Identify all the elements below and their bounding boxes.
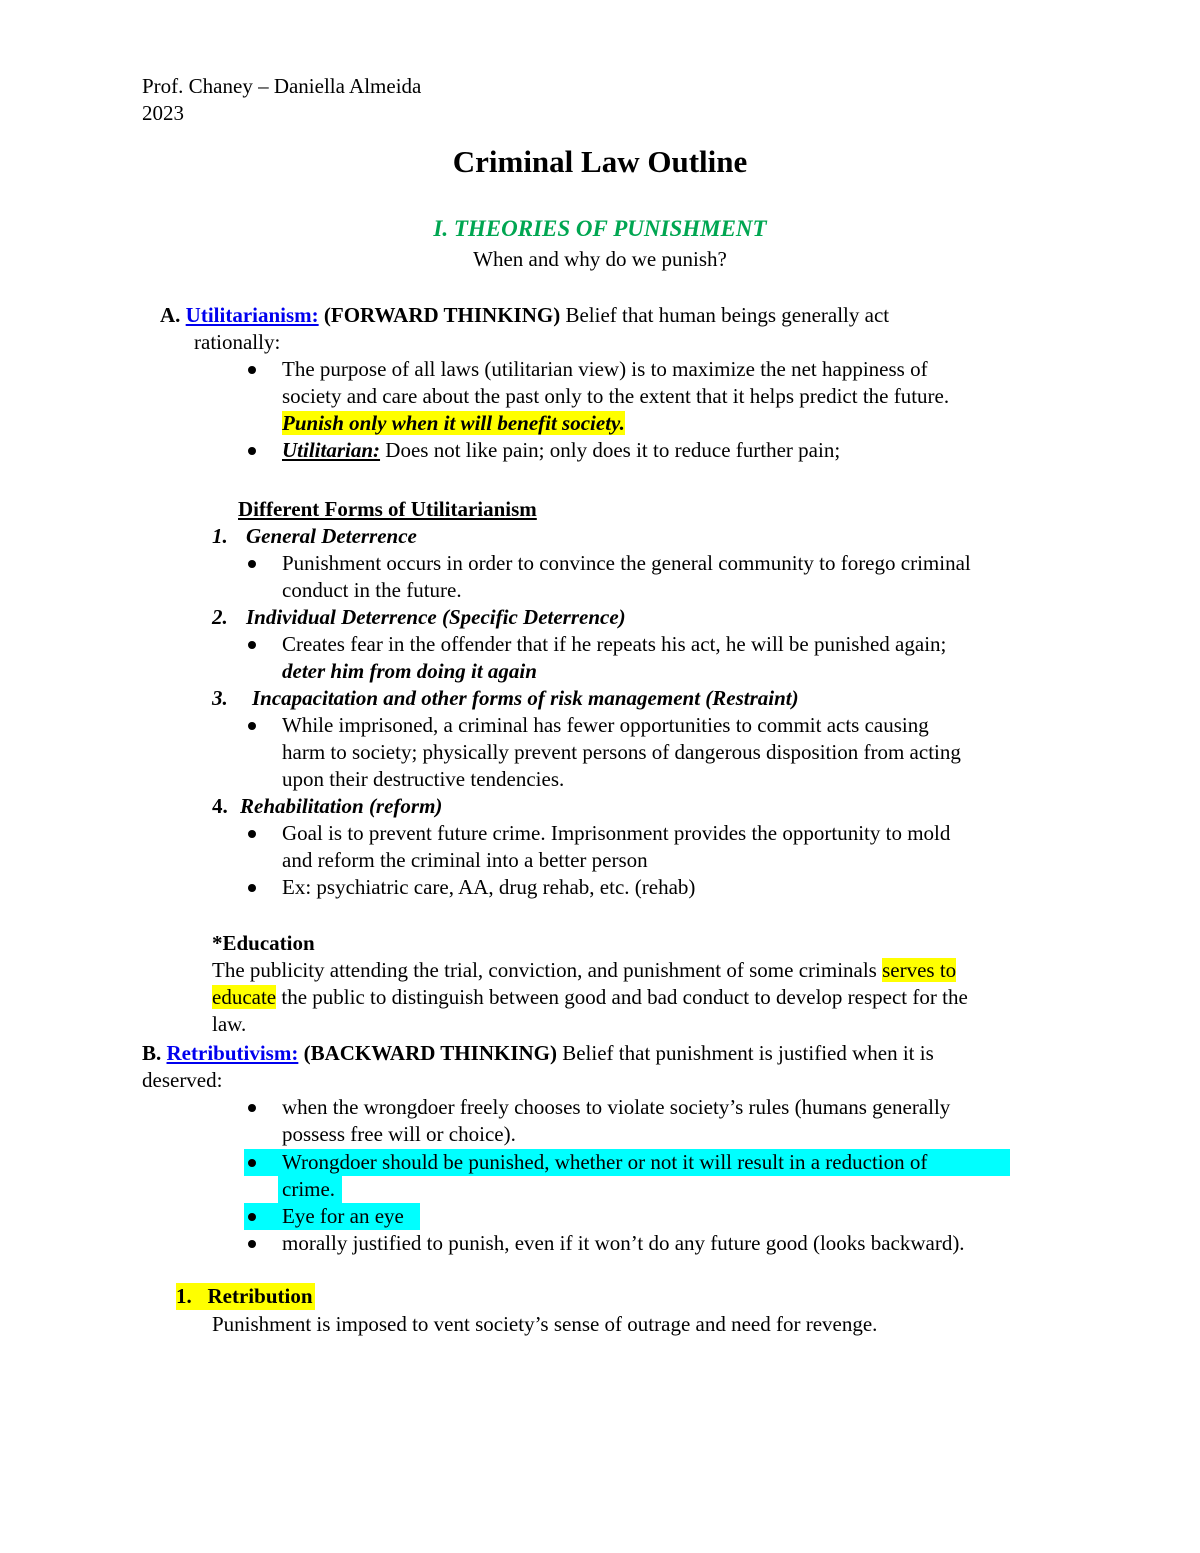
bullet-icon [248, 722, 256, 730]
bullet-text: Ex: psychiatric care, AA, drug rehab, etc. (rehab) [282, 875, 696, 899]
bullet-text: morally justified to punish, even if it won’t do any future good (looks backward). [282, 1231, 965, 1255]
bullet-text: possess free will or choice). [282, 1122, 516, 1146]
bullet-text: upon their destructive tendencies. [282, 767, 565, 791]
bullet-icon [248, 1104, 256, 1112]
bullet-text-highlighted: crime. [282, 1177, 336, 1201]
list-label: Individual Deterrence (Specific Deterrence) [246, 605, 626, 629]
bullet-icon [248, 884, 256, 892]
retributivism-paragraph [142, 1040, 934, 1067]
education-text: law. [212, 1012, 247, 1036]
bullet-text: when the wrongdoer freely chooses to violate society’s rules (humans generally [282, 1095, 951, 1119]
bullet-text: Utilitarian: Does not like pain; only does it to reduce further pain; [282, 438, 841, 462]
bullet-text: Punishment occurs in order to convince the general community to forego criminal [282, 551, 971, 575]
bullet-icon [248, 1240, 256, 1248]
author-line: Prof. Chaney – Daniella Almeida [142, 74, 422, 98]
description: Belief that punishment is justified when it is [556, 1041, 934, 1065]
bullet-icon [248, 641, 256, 649]
bullet-icon [248, 447, 256, 455]
description: Belief that human beings generally act [560, 303, 890, 327]
highlighted-text: educate [212, 985, 277, 1009]
bullet-icon [248, 1159, 256, 1167]
bullet-text: society and care about the past only to the extent that it helps predict the future. [282, 384, 950, 408]
year: 2023 [142, 101, 184, 125]
education-text: The publicity attending the trial, conviction, and punishment of some criminals serves to [212, 958, 957, 982]
retributivism-link[interactable]: Retributivism: [166, 1041, 299, 1065]
list-number: 3. [212, 686, 228, 710]
highlighted-text: Punish only when it will benefit society. [282, 411, 625, 435]
list-number: 1. [176, 1284, 192, 1308]
qualifier: (BACKWARD THINKING) [303, 1041, 557, 1065]
bullet-text: and reform the criminal into a better person [282, 848, 648, 872]
document-title: Criminal Law Outline [452, 144, 748, 179]
bullet-text-emphasis: deter him from doing it again [282, 659, 537, 683]
list-label: General Deterrence [246, 524, 417, 548]
list-number: 2. [212, 605, 228, 629]
retribution-text: Punishment is imposed to vent society’s sense of outrage and need for revenge. [212, 1312, 878, 1336]
list-number: 4. [212, 794, 228, 818]
bullet-text: conduct in the future. [282, 578, 462, 602]
list-label: Retribution [207, 1284, 313, 1308]
bullet-icon [248, 560, 256, 568]
description-continued: deserved: [142, 1068, 223, 1092]
description-continued: rationally: [194, 330, 281, 354]
bullet-text: harm to society; physically prevent persons of dangerous disposition from acting [282, 740, 961, 764]
utilitarianism-paragraph [160, 302, 889, 329]
bullet-text-highlighted: Wrongdoer should be punished, whether or not it will result in a reduction of [282, 1150, 928, 1174]
bullet-text: Goal is to prevent future crime. Imprisonment provides the opportunity to mold [282, 821, 951, 845]
bullet-text: Creates fear in the offender that if he repeats his act, he will be punished again; [282, 632, 947, 656]
list-number: 1. [212, 524, 228, 548]
item-letter: B. [142, 1041, 162, 1065]
bullet-icon [248, 830, 256, 838]
education-heading: *Education [212, 931, 315, 955]
bullet-text-highlighted: Eye for an eye [282, 1204, 404, 1228]
section-heading: I. THEORIES OF PUNISHMENT [433, 216, 767, 241]
list-label: Rehabilitation (reform) [240, 794, 443, 818]
item-letter: A. [160, 303, 181, 327]
retribution-heading [176, 1283, 315, 1310]
utilitarianism-link[interactable]: Utilitarianism: [185, 303, 319, 327]
section-subheading: When and why do we punish? [473, 247, 727, 271]
qualifier: (FORWARD THINKING) [323, 303, 561, 327]
bullet-text: The purpose of all laws (utilitarian view) is to maximize the net happiness of [282, 357, 928, 381]
forms-heading: Different Forms of Utilitarianism [238, 497, 537, 521]
utilitarian-term: Utilitarian: [282, 438, 381, 462]
education-text: educate the public to distinguish between good and bad conduct to develop respect for the [212, 985, 968, 1009]
highlighted-text: serves to [882, 958, 957, 982]
bullet-icon [248, 366, 256, 374]
list-label: Incapacitation and other forms of risk management (Restraint) [252, 686, 799, 710]
bullet-text: While imprisoned, a criminal has fewer opportunities to commit acts causing [282, 713, 929, 737]
bullet-icon [248, 1213, 256, 1221]
